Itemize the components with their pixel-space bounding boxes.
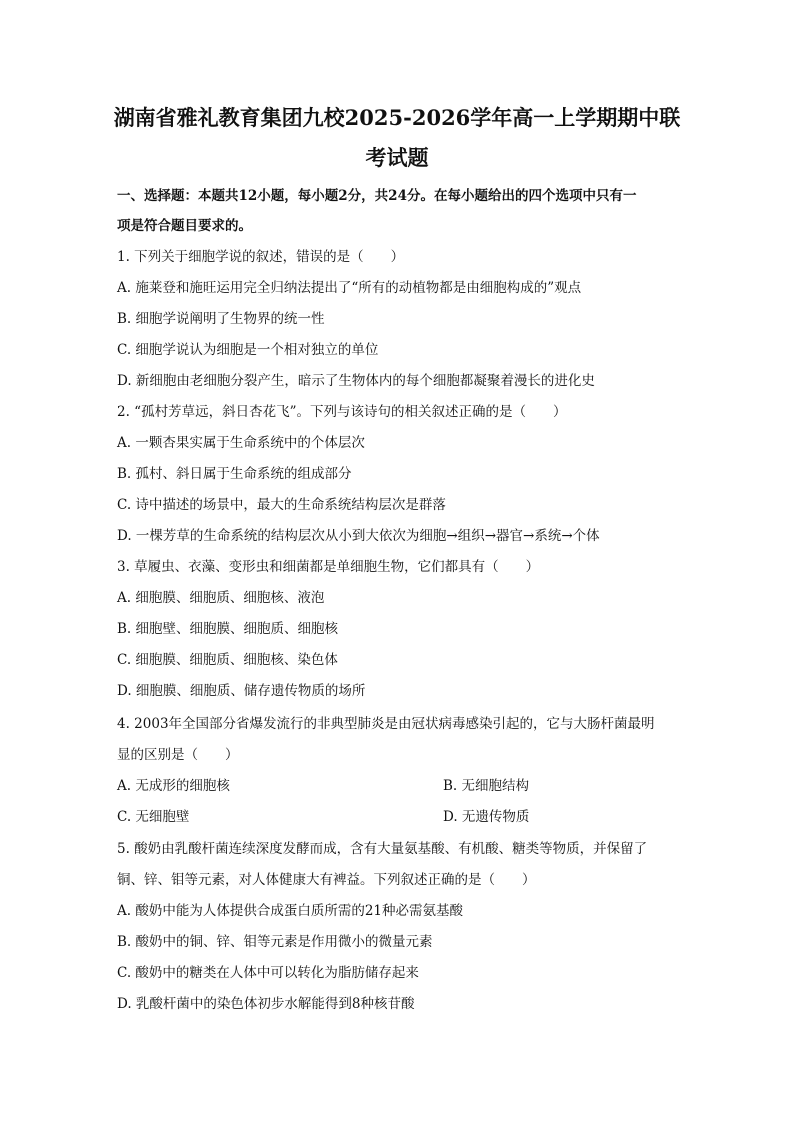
question-2-stem: 2. “孤村芳草远，斜日杏花飞”。下列与该诗句的相关叙述正确的是（ ）	[117, 404, 567, 420]
question-3-option-c: C. 细胞膜、细胞质、细胞核、染色体	[117, 652, 338, 668]
question-5-option-d: D. 乳酸杆菌中的染色体初步水解能得到8种核苷酸	[117, 996, 415, 1012]
question-4-stem-line-1: 4. 2003年全国部分省爆发流行的非典型肺炎是由冠状病毒感染引起的，它与大肠杆菌最明	[117, 716, 655, 732]
section-heading-line-1: 一、选择题：本题共12小题，每小题2分，共24分。在每小题给出的四个选项中只有一	[117, 188, 637, 204]
question-5-stem-line-1: 5. 酸奶由乳酸杆菌连续深度发酵而成，含有大量氨基酸、有机酸、糖类等物质，并保留了	[117, 841, 648, 857]
question-3-option-d: D. 细胞膜、细胞质、储存遗传物质的场所	[117, 683, 366, 699]
question-4-option-c: C. 无细胞壁	[117, 809, 190, 825]
question-4-option-b: B. 无细胞结构	[443, 778, 530, 794]
question-4-option-a: A. 无成形的细胞核	[117, 778, 230, 794]
question-1-option-d: D. 新细胞由老细胞分裂产生，暗示了生物体内的每个细胞都凝聚着漫长的进化史	[117, 373, 595, 389]
section-heading-line-2: 项是符合题目要求的。	[117, 218, 252, 234]
question-5-stem-line-2: 铜、锌、钼等元素，对人体健康大有裨益。下列叙述正确的是（ ）	[117, 872, 536, 888]
question-3-stem: 3. 草履虫、衣藻、变形虫和细菌都是单细胞生物，它们都具有（ ）	[117, 559, 540, 575]
question-3-option-a: A. 细胞膜、细胞质、细胞核、液泡	[117, 590, 325, 606]
document-title-line-2: 考试题	[365, 145, 429, 170]
question-1-option-a: A. 施莱登和施旺运用完全归纳法提出了“所有的动植物都是由细胞构成的”观点	[117, 280, 582, 296]
question-1-stem: 1. 下列关于细胞学说的叙述，错误的是（ ）	[117, 249, 405, 265]
question-2-option-a: A. 一颗杏果实属于生命系统中的个体层次	[117, 435, 365, 451]
question-5-option-a: A. 酸奶中能为人体提供合成蛋白质所需的21种必需氨基酸	[117, 903, 464, 919]
question-1-option-c: C. 细胞学说认为细胞是一个相对独立的单位	[117, 342, 379, 358]
question-2-option-b: B. 孤村、斜日属于生命系统的组成部分	[117, 466, 352, 482]
question-4-stem-line-2: 显的区别是（ ）	[117, 747, 239, 763]
question-2-option-d: D. 一棵芳草的生命系统的结构层次从小到大依次为细胞→组织→器官→系统→个体	[117, 528, 600, 544]
question-5-option-b: B. 酸奶中的铜、锌、钼等元素是作用微小的微量元素	[117, 934, 433, 950]
question-2-option-c: C. 诗中描述的场景中，最大的生命系统结构层次是群落	[117, 497, 446, 513]
question-1-option-b: B. 细胞学说阐明了生物界的统一性	[117, 311, 325, 327]
question-4-option-d: D. 无遗传物质	[443, 809, 530, 825]
question-5-option-c: C. 酸奶中的糖类在人体中可以转化为脂肪储存起来	[117, 965, 419, 981]
document-title-line-1: 湖南省雅礼教育集团九校2025-2026学年高一上学期期中联	[113, 105, 681, 130]
question-3-option-b: B. 细胞壁、细胞膜、细胞质、细胞核	[117, 621, 339, 637]
